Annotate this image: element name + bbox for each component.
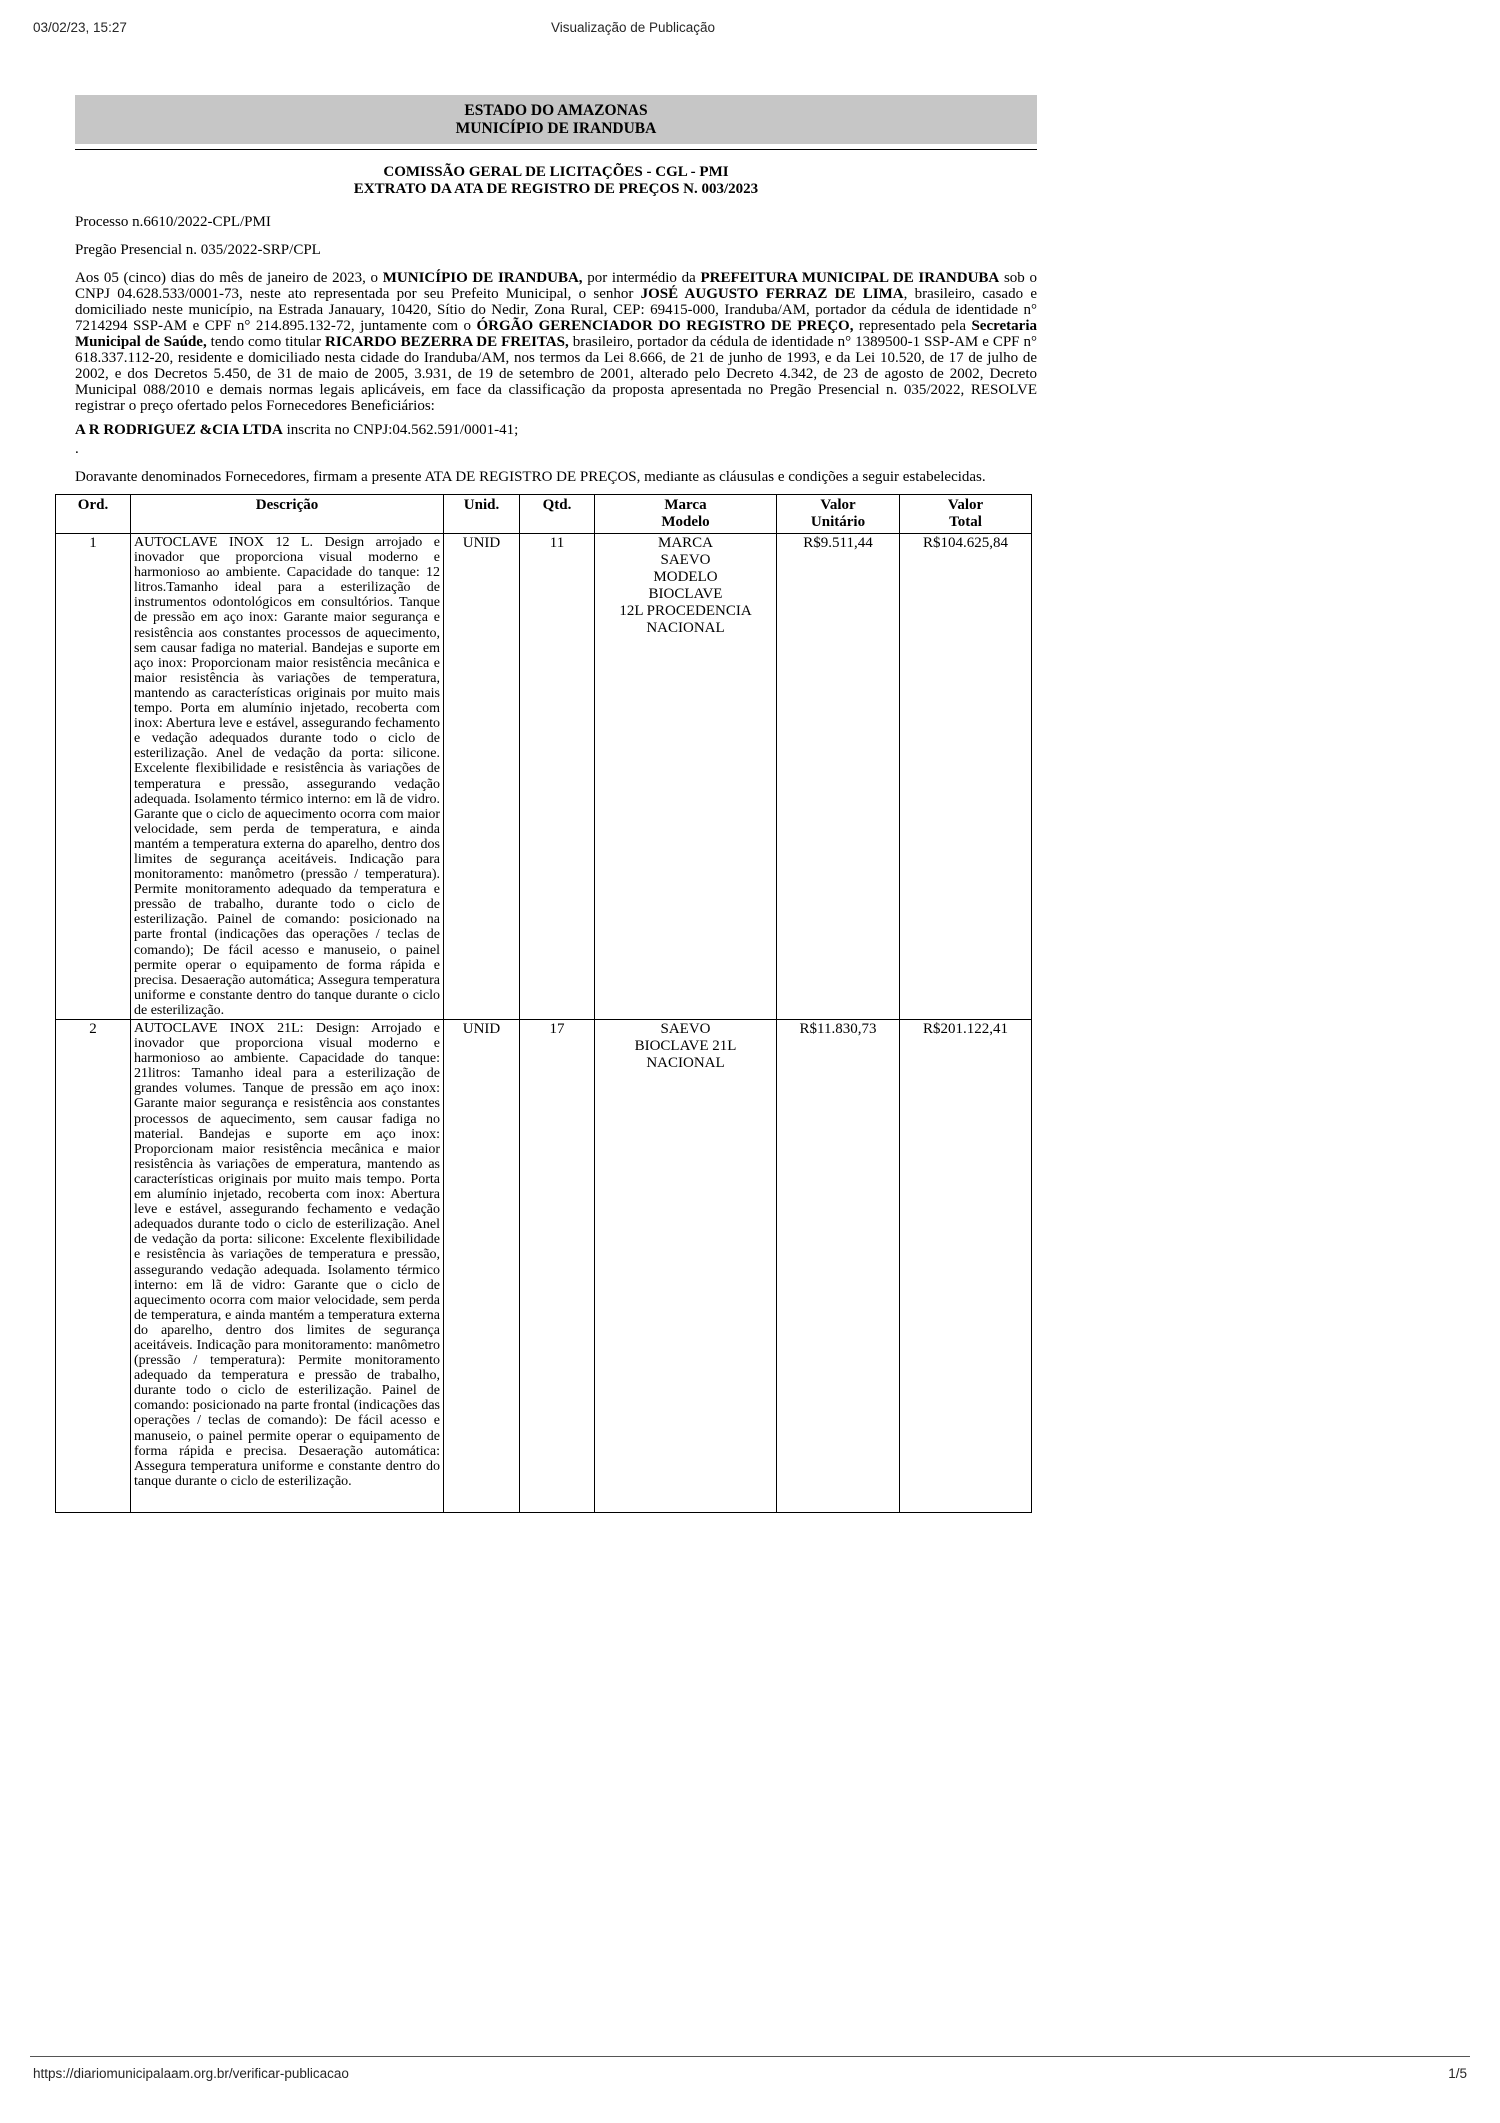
print-header <box>0 20 1500 44</box>
intro-segment: tendo como titular <box>206 334 326 350</box>
header-label: Valor <box>947 497 984 513</box>
intro-segment: sob o CNPJ 04.628.533/0001-73, neste ato representada por seu Prefeito Municipal, o senhor <box>75 270 1037 302</box>
marca-line: SAEVO <box>660 1021 711 1037</box>
marca-line: 12L PROCEDENCIA <box>619 603 752 619</box>
marca-line: NACIONAL <box>646 620 725 636</box>
intro-segment-bold: JOSÉ AUGUSTO FERRAZ DE LIMA <box>640 286 904 302</box>
price-registration-table <box>55 494 1032 1513</box>
marca-line: MODELO <box>653 569 718 585</box>
closing-paragraph: Doravante denominados Fornecedores, firmam a presente ATA DE REGISTRO DE PREÇOS, mediante as cláusulas e condições a seguir estabelecidas. <box>75 469 986 485</box>
footer-page-number: 1/5 <box>1448 2066 1467 2081</box>
cell-ord: 1 <box>56 534 131 1020</box>
marca-line: NACIONAL <box>646 1055 725 1071</box>
document-title <box>75 164 1037 198</box>
intro-segment-bold: Secretaria Municipal de Saúde, <box>75 318 1037 350</box>
banner-line1: ESTADO DO AMAZONAS <box>464 102 648 119</box>
cell-marca-modelo <box>595 1020 777 1513</box>
intro-segment-bold: MUNICÍPIO DE IRANDUBA, <box>382 270 583 286</box>
supplier-cnpj: inscrita no CNPJ:04.562.591/0001-41; <box>282 422 519 438</box>
supplier-name: A R RODRIGUEZ &CIA LTDA <box>75 422 283 438</box>
cell-valor-total: R$104.625,84 <box>900 534 1032 1020</box>
supplier-line <box>75 422 1037 439</box>
col-header-valor-total <box>900 495 1032 534</box>
cell-unid: UNID <box>444 1020 520 1513</box>
intro-segment: brasileiro, portador da cédula de identidade n° 1389500-1 SSP-AM e CPF n° 618.337.112-20, residente e domiciliado nesta cidade do Iranduba/AM, nos termos da Lei 8.666, de 21 de junho de 1993, e da Lei 10.520, de 17 de julho de 2002, e dos Decretos 5.450, de 31 de maio de 2005, 3.931, de 19 de setembro de 2001, alterado pelo Decreto 4.342, de 23 de agosto de 2002, Decreto Municipal 088/2010 e demais normas legais aplicáveis, em face da classificação da proposta apresentada no Pregão Presencial n. 035/2022, RESOLVE registrar o preço ofertado pelos Fornecedores Beneficiários: <box>75 334 1037 414</box>
intro-segment-bold: PREFEITURA MUNICIPAL DE IRANDUBA <box>700 270 1000 286</box>
intro-segment-bold: ÓRGÃO GERENCIADOR DO REGISTRO DE PREÇO, <box>476 318 854 334</box>
table-header-row <box>56 495 1032 534</box>
intro-paragraph <box>75 270 1037 414</box>
col-header-valor-unitario <box>777 495 900 534</box>
cell-unid: UNID <box>444 534 520 1020</box>
publication-content <box>75 95 1037 1513</box>
cell-descricao: AUTOCLAVE INOX 21L: Design: Arrojado e inovador que proporciona visual moderno e harmonioso ao ambiente. Capacidade do tanque: 21litros: Tamanho ideal para a esterilização de grandes volumes. Tanque de pressão em aço inox: Garante maior segurança e resistência aos constantes processos de aquecimento, sem causar fadiga no material. Bandejas e suporte em aço inox: Proporcionam maior resistência mecânica e maior resistência às variações de emperatura, mantendo as características originais por muito mais tempo. Porta em alumínio injetado, recoberta com inox: Abertura leve e estável, assegurando fechamento e vedação adequados durante todo o ciclo de esterilização. Anel de vedação da porta: silicone: Excelente flexibilidade e resistência às variações de temperatura e pressão, assegurando vedação adequada. Isolamento térmico interno: em lã de vidro: Garante que o ciclo de aquecimento ocorra com maior velocidade, sem perda de temperatura, e ainda mantém a temperatura externa do aparelho, dentro dos limites de segurança aceitáveis. Indicação para monitoramento: manômetro (pressão / temperatura): Permite monitoramento adequado da temperatura e pressão de trabalho, durante todo o ciclo de esterilização. Painel de comando: posicionado na parte frontal (indicações das operações / teclas de comando): De fácil acesso e manuseio, o painel permite operar o equipamento de forma rápida e precisa. Desaeração automática: Assegura temperatura uniforme e constante dentro do tanque durante o ciclo de esterilização. <box>131 1020 444 1513</box>
intro-segment-bold: RICARDO BEZERRA DE FREITAS, <box>325 334 569 350</box>
footer-url: https://diariomunicipalaam.org.br/verificar-publicacao <box>33 2066 349 2081</box>
col-header-unid <box>444 495 520 534</box>
processo-line: Processo n.6610/2022-CPL/PMI <box>75 214 271 230</box>
cell-qtd: 17 <box>520 1020 595 1513</box>
col-header-descricao <box>131 495 444 534</box>
col-header-ord <box>56 495 131 534</box>
cell-qtd: 11 <box>520 534 595 1020</box>
cell-valor-unitario: R$9.511,44 <box>777 534 900 1020</box>
col-header-marca-modelo <box>595 495 777 534</box>
header-banner <box>75 95 1037 144</box>
marca-line: BIOCLAVE <box>648 586 723 602</box>
header-label: Descrição <box>255 497 319 513</box>
header-label: Qtd. <box>542 497 572 513</box>
col-header-qtd <box>520 495 595 534</box>
cell-marca-modelo <box>595 534 777 1020</box>
dot-line: . <box>75 441 79 457</box>
header-label: Valor <box>820 497 856 513</box>
header-label: Total <box>949 514 982 530</box>
header-label: Unid. <box>463 497 500 513</box>
marca-line: BIOCLAVE 21L <box>634 1038 737 1054</box>
header-label: Modelo <box>661 514 710 530</box>
marca-line: SAEVO <box>660 552 711 568</box>
intro-segment: , brasileiro, casado e domiciliado neste município, na Estrada Janauary, 10420, Sítio do Nedir, Zona Rural, CEP: 69415-000, Iranduba/AM, portador da cédula de identidade n° 7214294 SSP-AM e CPF n° 214.895.132-72, juntamente com o <box>75 286 1037 334</box>
header-label: Marca <box>664 497 707 513</box>
cell-descricao: AUTOCLAVE INOX 12 L. Design arrojado e inovador que proporciona visual moderno e harmonioso ao ambiente. Capacidade do tanque: 12 litros.Tamanho ideal para a esterilização de instrumentos odontológicos em consultórios. Tanque de pressão em aço inox: Garante maior segurança e resistência aos constantes processos de aquecimento, sem causar fadiga no material. Bandejas e suporte em aço inox: Proporcionam maior resistência mecânica e maior resistência às variações de temperatura, mantendo as características originais por muito mais tempo. Porta em alumínio injetado, recoberta com inox: Abertura leve e estável, assegurando fechamento e vedação adequados durante todo o ciclo de esterilização. Anel de vedação da porta: silicone. Excelente flexibilidade e resistência às variações de temperatura e pressão, assegurando vedação adequada. Isolamento térmico interno: em lã de vidro. Garante que o ciclo de aquecimento ocorra com maior velocidade, sem perda de temperatura, e ainda mantém a temperatura externa do aparelho, dentro dos limites de segurança aceitáveis. Indicação para monitoramento: manômetro (pressão / temperatura). Permite monitoramento adequado da temperatura e pressão de trabalho, durante todo o ciclo de esterilização. Painel de comando: posicionado na parte frontal (indicações das operações / teclas de comando); De fácil acesso e manuseio, o painel permite operar o equipamento de forma rápida e precisa. Desaeração automática; Assegura temperatura uniforme e constante dentro do tanque durante o ciclo de esterilização. <box>131 534 444 1020</box>
pregao-line: Pregão Presencial n. 035/2022-SRP/CPL <box>75 242 321 258</box>
header-label: Unitário <box>810 514 866 530</box>
print-title: Visualização de Publicação <box>550 20 716 35</box>
table-row <box>56 1020 1032 1513</box>
print-datetime: 03/02/23, 15:27 <box>33 20 127 35</box>
footer-divider <box>30 2056 1470 2057</box>
cell-ord: 2 <box>56 1020 131 1513</box>
doc-title-line2: EXTRATO DA ATA DE REGISTRO DE PREÇOS N. 003/2023 <box>353 181 759 197</box>
banner-divider <box>75 149 1037 150</box>
doc-title-line1: COMISSÃO GERAL DE LICITAÇÕES - CGL - PMI <box>383 164 729 180</box>
banner-line2: MUNICÍPIO DE IRANDUBA <box>455 120 657 137</box>
intro-segment: Aos 05 (cinco) dias do mês de janeiro de 2023, o <box>75 270 383 286</box>
table-row <box>56 534 1032 1020</box>
cell-valor-total: R$201.122,41 <box>900 1020 1032 1513</box>
marca-line: MARCA <box>657 535 713 551</box>
cell-valor-unitario: R$11.830,73 <box>777 1020 900 1513</box>
header-label: Ord. <box>77 497 109 513</box>
intro-segment: representado pela <box>853 318 972 334</box>
intro-segment: por intermédio da <box>582 270 701 286</box>
